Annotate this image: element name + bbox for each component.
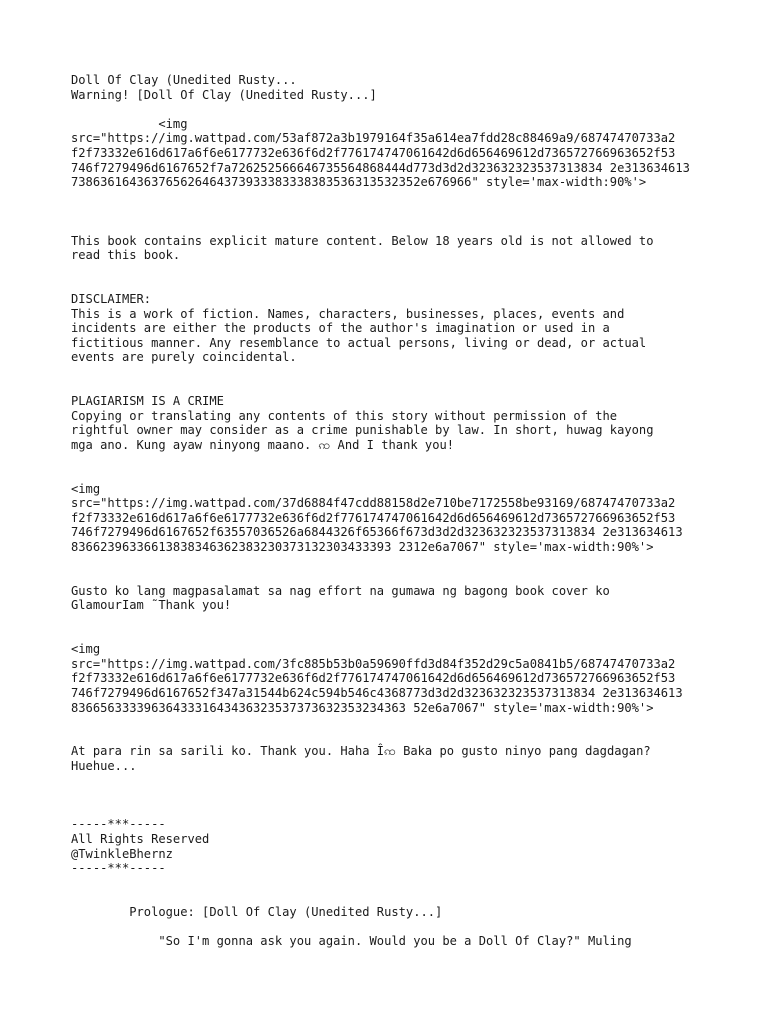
disclaimer-line: fictitious manner. Any resemblance to actual persons, living or dead, or actual [71, 335, 647, 350]
image-tag-line: f2f73332e616d617a6f6e6177732e636f6d2f776174747061642d6d656469612d736572766963652f53 [71, 145, 676, 160]
warning-heading-line: Warning! [Doll Of Clay (Unedited Rusty...] [71, 87, 377, 102]
rights-text: All Rights Reserved [71, 831, 210, 846]
image-tag-line: 83662396336613838346362383230373132303433393 2312e6a7067" style='max-width:90%'> [71, 540, 654, 555]
plagiarism-line: Copying or translating any contents of this story without permission of the [71, 408, 618, 423]
image-tag-line: 8366563333963643331643436323537373632353234363 52e6a7067" style='max-width:90%'> [71, 700, 654, 715]
thanks-line: At para rin sa sarili ko. Thank you. Haha Îꩡ Baka po gusto ninyo pang dagdagan? [71, 744, 651, 759]
rights-separator: -----***----- [71, 817, 166, 832]
image-tag-line: 746f7279496d6167652f63557036526a6844326f65366f673d3d2d323632323537313834 2e313634613 [71, 525, 683, 540]
image-tag-line: 746f7279496d6167652f7a726252566646735564868444d773d3d2d323632323537313834 2e313634613 [71, 160, 690, 175]
warning-text-line: read this book. [71, 248, 181, 263]
image-tag-line: src="https://img.wattpad.com/37d6884f47cdd88158d2e710be7172558be93169/68747470733a2 [71, 496, 676, 511]
image-tag-line: <img [71, 642, 101, 657]
warning-text-line: This book contains explicit mature content. Below 18 years old is not allowed to [71, 233, 654, 248]
image-tag-line: 738636164363765626464373933383338383536313532352e676966" style='max-width:90%'> [71, 175, 647, 190]
plagiarism-line: mga ano. Kung ayaw ninyong maano. ꩡ And I thank you! [71, 437, 455, 452]
mature-content-warning [71, 234, 711, 263]
author-handle: @TwinkleBhernz [71, 846, 173, 861]
document-page [71, 73, 711, 949]
thanks-line: GlamourIam ̃ Thank you! [71, 598, 232, 613]
disclaimer-heading: DISCLAIMER: [71, 291, 152, 306]
disclaimer-line: This is a work of fiction. Names, characters, businesses, places, events and [71, 306, 625, 321]
rights-separator: -----***----- [71, 861, 166, 876]
rights-block [71, 817, 711, 875]
image-tag-3 [71, 642, 711, 715]
prologue-first-line: "So I'm gonna ask you again. Would you be a Doll Of Clay?" Muling [71, 934, 632, 949]
image-tag-line: f2f73332e616d617a6f6e6177732e636f6d2f776174747061642d6d656469612d736572766963652f53 [71, 510, 676, 525]
image-tag-line: <img [71, 116, 188, 131]
image-tag-line: <img [71, 481, 101, 496]
disclaimer-line: events are purely coincidental. [71, 350, 297, 365]
image-tag-line: src="https://img.wattpad.com/3fc885b53b0a59690ffd3d84f352d29c5a0841b5/68747470733a2 [71, 656, 676, 671]
prologue-title: Prologue: [Doll Of Clay (Unedited Rusty...] [71, 904, 443, 919]
disclaimer-section [71, 292, 711, 365]
plagiarism-section [71, 394, 711, 452]
image-tag-1 [71, 117, 711, 190]
thanks-paragraph-1 [71, 584, 711, 613]
image-tag-2 [71, 482, 711, 555]
disclaimer-line: incidents are either the products of the author's imagination or used in a [71, 321, 610, 336]
thanks-line: Gusto ko lang magpasalamat sa nag effort na gumawa ng bagong book cover ko [71, 583, 610, 598]
image-tag-line: 746f7279496d6167652f347a31544b624c594b546c4368773d3d2d323632323537313834 2e313634613 [71, 685, 683, 700]
thanks-paragraph-2 [71, 744, 711, 773]
image-tag-line: src="https://img.wattpad.com/53af872a3b1979164f35a614ea7fdd28c88469a9/68747470733a2 [71, 131, 676, 146]
plagiarism-line: rightful owner may consider as a crime punishable by law. In short, huwag kayong [71, 423, 654, 438]
document-title-line: Doll Of Clay (Unedited Rusty... [71, 73, 297, 87]
image-tag-line: f2f73332e616d617a6f6e6177732e636f6d2f776174747061642d6d656469612d736572766963652f53 [71, 671, 676, 686]
thanks-line: Huehue... [71, 758, 137, 773]
plagiarism-heading: PLAGIARISM IS A CRIME [71, 394, 224, 409]
